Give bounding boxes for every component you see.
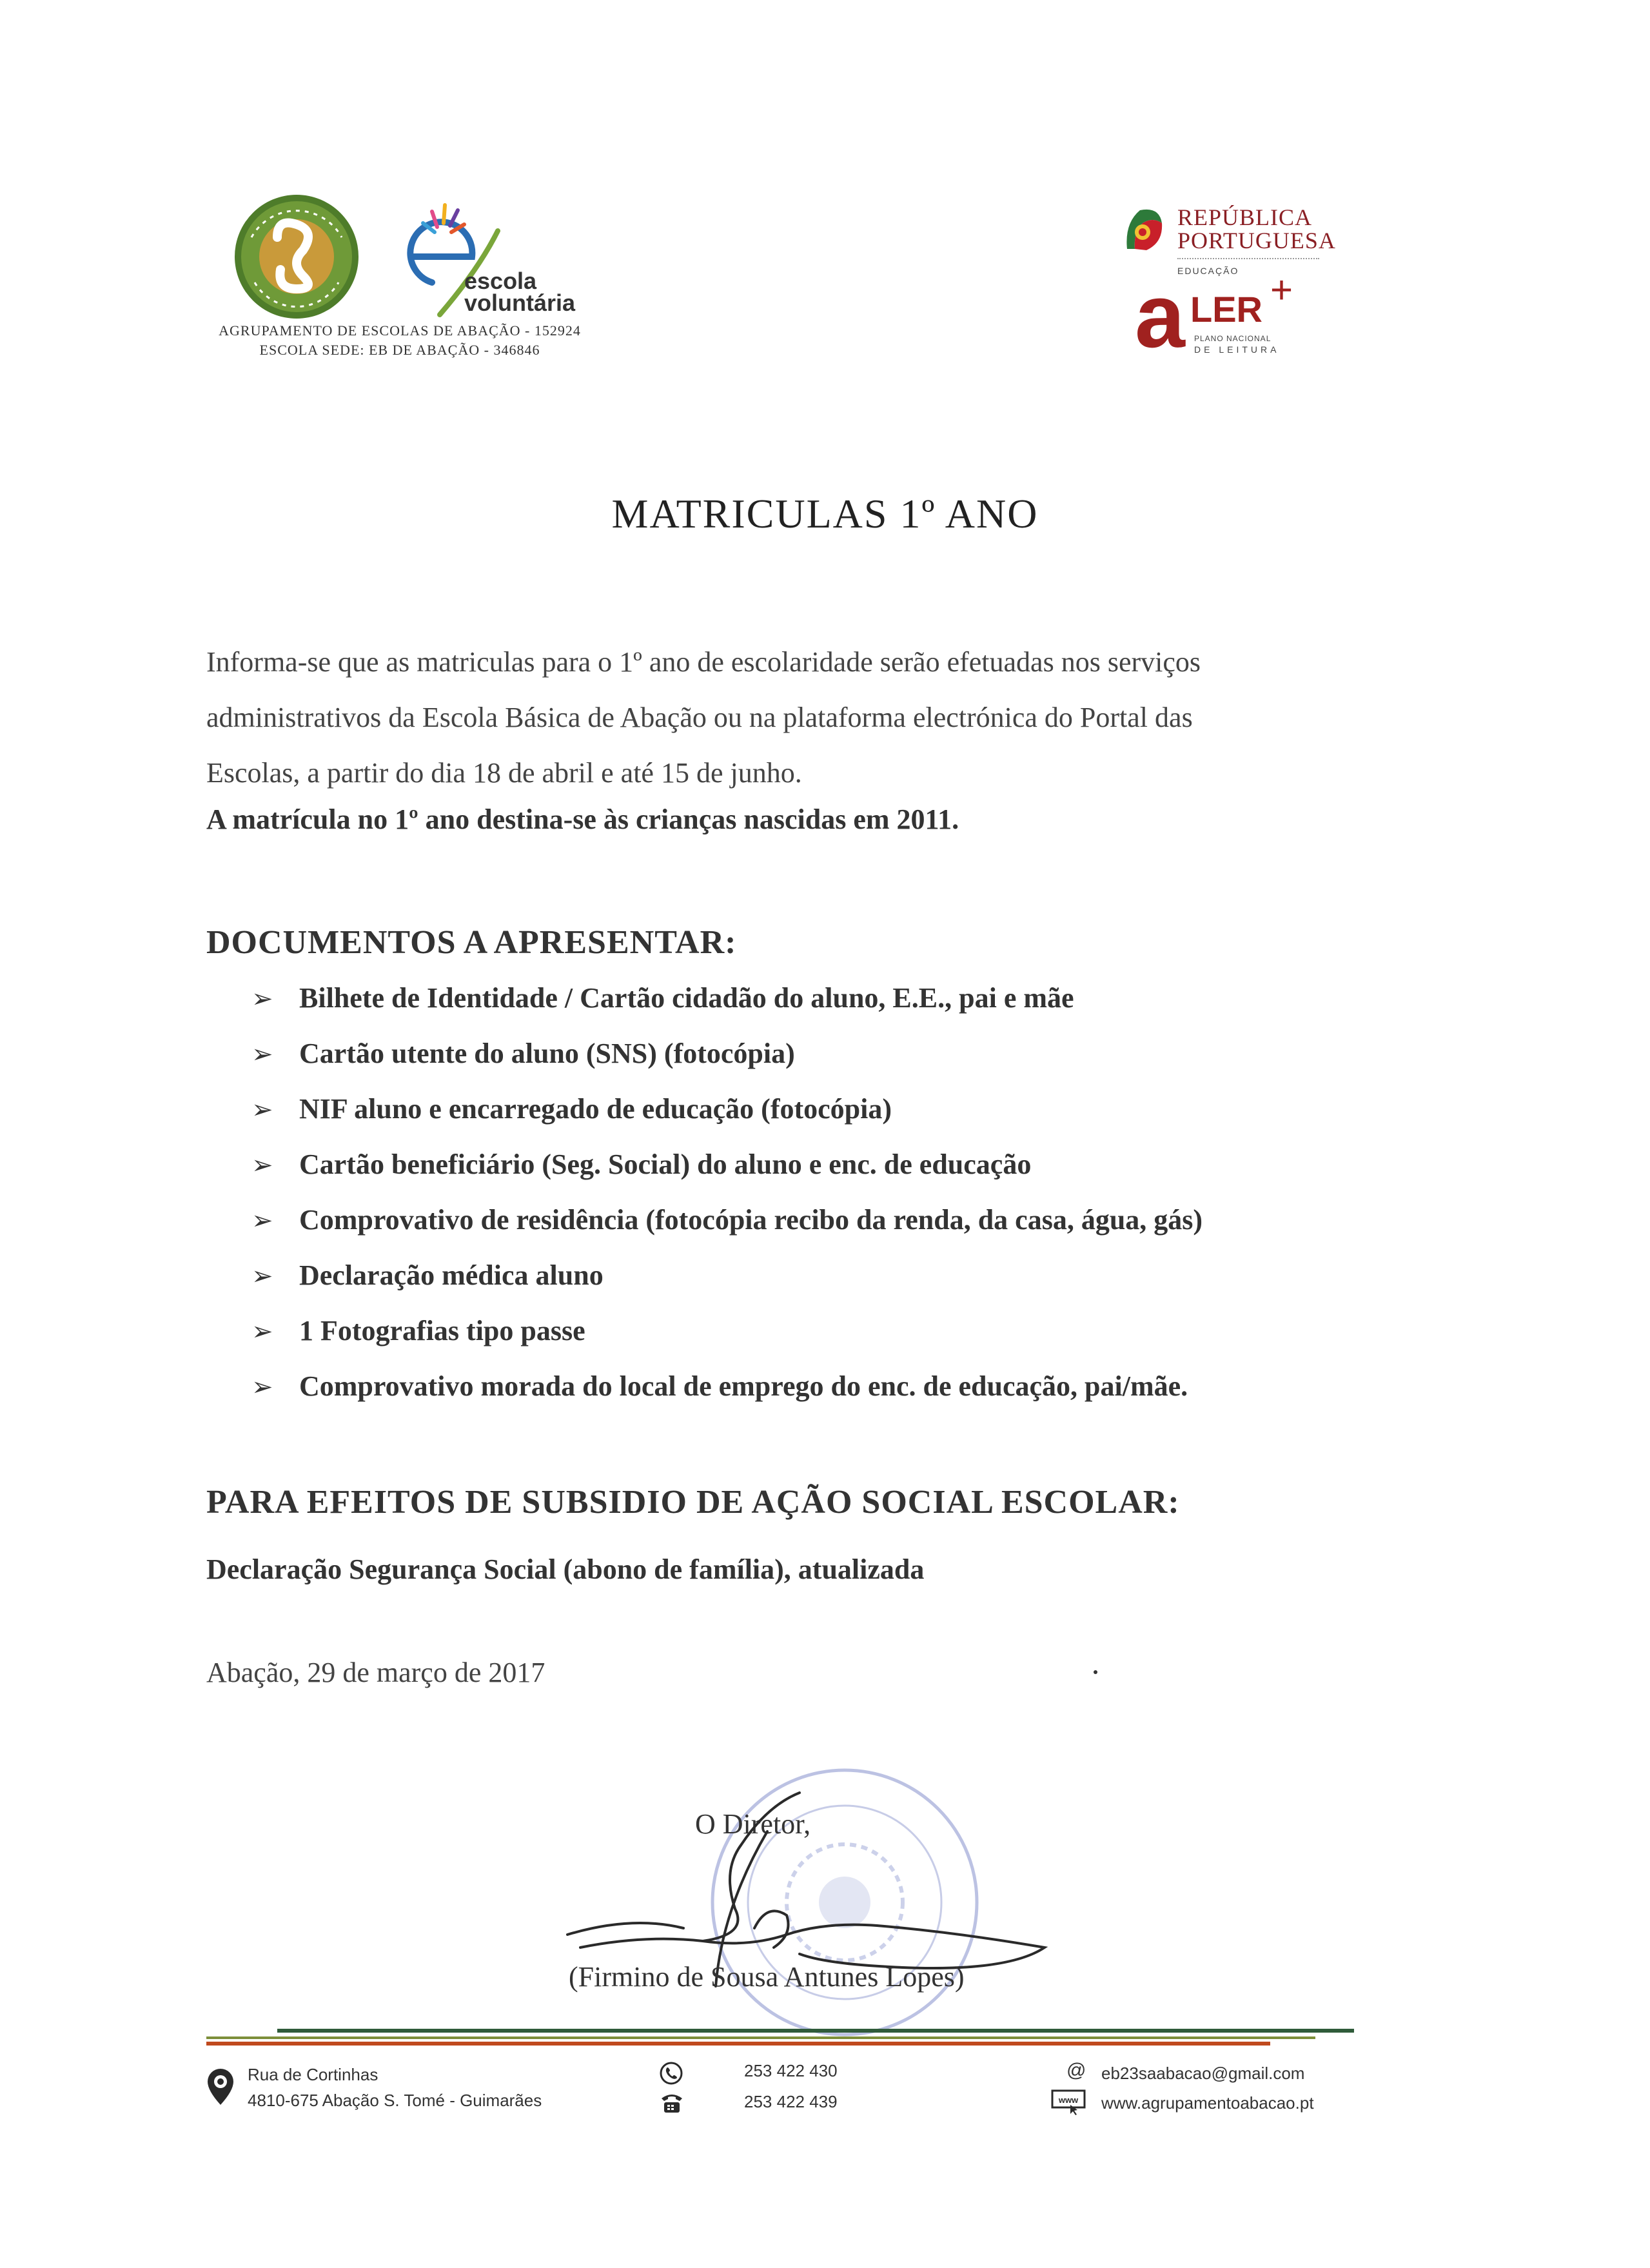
- list-item: ➢ NIF aluno e encarregado de educação (fotocópia): [251, 1093, 892, 1125]
- director-name: (Firmino de Sousa Antunes Lopes): [569, 1961, 965, 1993]
- footer-address-street: Rua de Cortinhas: [248, 2065, 378, 2084]
- footer-website: www.agrupamentoabacao.pt: [1101, 2093, 1314, 2113]
- director-label: O Diretor,: [695, 1808, 811, 1840]
- list-item: ➢ Comprovativo morada do local de emprego do enc. de educação, pai/mãe.: [251, 1370, 1188, 1402]
- arrow-bullet-icon: ➢: [251, 1150, 273, 1180]
- document-title: MATRICULAS 1º ANO: [611, 491, 1039, 537]
- ink-dot: [1094, 1670, 1097, 1674]
- paragraph-line: Escolas, a partir do dia 18 de abril e até 15 de junho.: [206, 757, 802, 789]
- documents-heading: DOCUMENTOS A APRESENTAR:: [206, 924, 737, 961]
- birth-year-notice: A matrícula no 1º ano destina-se às crianças nascidas em 2011.: [206, 804, 959, 835]
- location-pin-icon: [206, 2067, 235, 2106]
- fax-icon: [659, 2091, 685, 2114]
- list-item: ➢ 1 Fotografias tipo passe: [251, 1315, 585, 1346]
- aler-logo-a: a: [1135, 265, 1185, 366]
- school-sede-line: ESCOLA SEDE: EB DE ABAÇÃO - 346846: [259, 342, 540, 358]
- arrow-bullet-icon: ➢: [251, 1040, 273, 1069]
- paragraph-line: Informa-se que as matriculas para o 1º ano de escolaridade serão efetuadas nos serviços: [206, 646, 1201, 678]
- list-item: ➢ Bilhete de Identidade / Cartão cidadão do aluno, E.E., pai e mãe: [251, 982, 1074, 1014]
- list-item: ➢ Declaração médica aluno: [251, 1259, 604, 1291]
- arrow-bullet-icon: ➢: [251, 984, 273, 1014]
- aler-subtitle-1: PLANO NACIONAL: [1194, 334, 1272, 343]
- footer-fax: 253 422 439: [744, 2092, 838, 2111]
- header-divider: [1177, 258, 1319, 259]
- footer-email: eb23saabacao@gmail.com: [1101, 2064, 1305, 2083]
- subsidy-requirement: Declaração Segurança Social (abono de família), atualizada: [206, 1553, 925, 1585]
- arrow-bullet-icon: ➢: [251, 1261, 273, 1291]
- document-date: Abação, 29 de março de 2017: [206, 1657, 545, 1688]
- escola-voluntaria-word2: voluntária: [464, 290, 576, 316]
- portugal-flag-icon: [1121, 204, 1166, 255]
- subsidy-heading: PARA EFEITOS DE SUBSIDIO DE AÇÃO SOCIAL ESCOLAR:: [206, 1484, 1180, 1521]
- list-item: ➢ Comprovativo de residência (fotocópia recibo da renda, da casa, água, gás): [251, 1204, 1203, 1236]
- phone-icon: [659, 2061, 683, 2086]
- aler-logo-plus: +: [1270, 268, 1293, 311]
- republica-text: REPÚBLICA: [1177, 204, 1313, 230]
- arrow-bullet-icon: ➢: [251, 1372, 273, 1402]
- email-at-icon: @: [1066, 2060, 1086, 2081]
- portuguesa-text: PORTUGUESA: [1177, 228, 1336, 253]
- list-item: ➢ Cartão utente do aluno (SNS) (fotocópia): [251, 1038, 795, 1069]
- footer-phone: 253 422 430: [744, 2061, 838, 2080]
- school-name-line: AGRUPAMENTO DE ESCOLAS DE ABAÇÃO - 152924: [219, 322, 581, 339]
- aler-subtitle-2: DE LEITURA: [1194, 344, 1280, 355]
- footer-divider-green: [277, 2029, 1354, 2033]
- svg-text:www: www: [1058, 2095, 1079, 2105]
- footer-address-city: 4810-675 Abação S. Tomé - Guimarães: [248, 2091, 542, 2110]
- agrupamento-abacao-logo: [232, 192, 361, 321]
- arrow-bullet-icon: ➢: [251, 1206, 273, 1236]
- footer-divider-orange: [206, 2042, 1270, 2046]
- aler-logo-ler: LER: [1190, 289, 1262, 330]
- escola-voluntaria-word1: escola: [464, 268, 537, 294]
- department-label: EDUCAÇÃO: [1177, 266, 1239, 276]
- footer-divider-olive: [206, 2036, 1315, 2039]
- paragraph-line: administrativos da Escola Básica de Abação ou na plataforma electrónica do Portal das: [206, 702, 1193, 733]
- list-item: ➢ Cartão beneficiário (Seg. Social) do aluno e enc. de educação: [251, 1149, 1032, 1180]
- arrow-bullet-icon: ➢: [251, 1095, 273, 1125]
- website-icon: [1051, 2089, 1088, 2115]
- arrow-bullet-icon: ➢: [251, 1317, 273, 1346]
